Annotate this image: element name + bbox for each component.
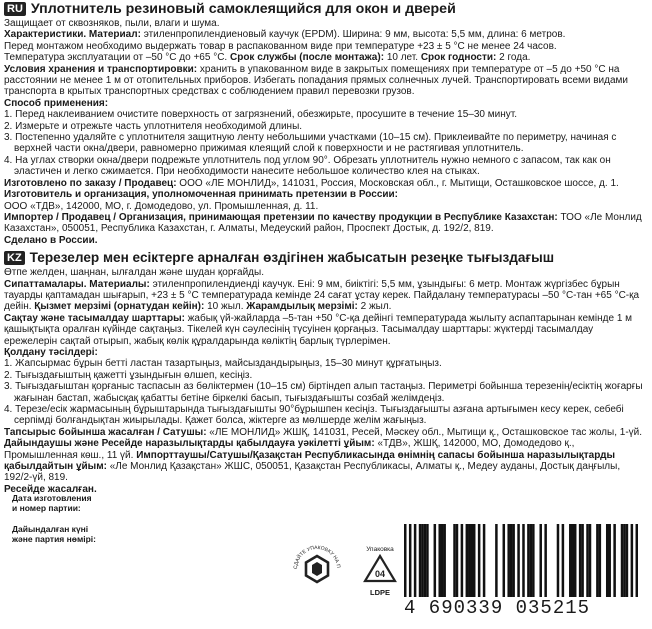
barcode-bar xyxy=(478,524,481,597)
ru-info-line: Сделано в России. xyxy=(4,234,98,246)
barcode-bar xyxy=(571,524,574,597)
barcode-bar xyxy=(579,524,582,597)
production-date-label-kz: Дайындалған күні және партия нөмірі: xyxy=(12,524,96,544)
ru-text-line: Способ применения: xyxy=(4,97,109,109)
packaging-code: 04 xyxy=(374,569,386,579)
ru-step-2: 2. Измерьте и отрежьте часть уплотнителя необходимой длины. xyxy=(4,120,303,132)
barcode-bar xyxy=(586,524,589,597)
barcode-bar xyxy=(596,524,599,597)
barcode-bar xyxy=(623,524,626,597)
barcode-bar xyxy=(574,524,577,597)
barcode-bar xyxy=(503,524,506,597)
barcode-bar xyxy=(532,524,535,597)
barcode-bar xyxy=(512,524,515,597)
recycling-triangle-icon xyxy=(363,554,397,584)
barcode-bar xyxy=(456,524,459,597)
packaging-label: Упаковка xyxy=(366,546,394,553)
barcode-bar xyxy=(471,524,474,597)
kz-info-line: Ресейде жасалған. xyxy=(4,483,97,495)
recycle-icon xyxy=(288,540,346,598)
kz-step-3: 3. Тығыздағыштан қорғаныс таспасын аз бөліктермен (10–15 см) біртіндеп алып тастаңыз. Периметрі бойынша терезенің/есіктің жоғарғы жағынан бастап, жабысқақ қабатты бетіне біркелкі басып, тығыздағышты созбай желімдеңіз. xyxy=(4,381,643,404)
kz-text-line: Өтпе желден, шаңнан, ылғалдан және шудан қорғайды. xyxy=(4,267,264,279)
kz-text-line: Сақтау және тасымалдау шарттары: жабық үй-жайларда –5-тан +50 °С-қа дейінгі температурада жылыту аспаптарынан кемінде 1 м қашықтықта оралған күйінде сақтаңыз. Тікелей күн сәулесінің түсуінен қорғаңыз. Тасымалдау шарттары: жүктерді тасымалдау ережелерін сақтай отырып, жабық көлік құралдарында көліктің барлық түрлерімен. xyxy=(4,312,633,347)
kz-step-1: 1. Жапсырмас бұрын бетті ластан тазартыңыз, майсыздандырыңыз, 15–30 минут құрғатыңыз. xyxy=(4,358,442,370)
kz-info-line: Тапсырыс бойынша жасалған / Сатушы: «ЛЕ МОНЛИД» ЖШҚ, 141031, Ресей, Мәскеу обл., Мытищи қ., Осташковское тас жолы, 1-үй. Дайындаушы және Ресейде наразылықтарды қабылдауға уәкілетті ұйым: «ТДВ», ЖШҚ, 142000, МО, Домодедово қ., Промышленная көш., 11 үй. Импорттаушы/Сатушы/Қазақстан Республикасында өнімнің сапасы бойынша наразылықтарды қабылдайтын ұйым: «Ле Монлид Қазақстан» ЖШС, 050051, Қазақстан Республикасы, Алматы қ., Медеу ауданы, Достық даңғылы, 192/2-үй, 819. xyxy=(4,426,643,484)
ru-text-line: Условия хранения и транспортировки: хранить в упакованном виде в закрытых помещениях при температуре от –5 до +50 °С на расстоянии не менее 1 м от отопительных приборов. Избегать попадания прямых солнечных лучей. Транспортировать всеми видами транспорта в крытых транспортных средствах с соблюдением правил перевозки грузов. xyxy=(4,63,629,98)
barcode-bar xyxy=(461,524,464,597)
barcode-bar xyxy=(438,524,441,597)
ru-text-line: Перед монтажом необходимо выдержать товар в распакованном виде при температуре +23 ± 5 °С не менее 24 часов. xyxy=(4,40,557,52)
barcode-bar xyxy=(544,524,547,597)
barcode-bar xyxy=(613,524,616,597)
barcode-bar xyxy=(608,524,611,597)
barcode-bar xyxy=(453,524,456,597)
ru-text-line: Температура эксплуатации от –50 °С до +65 °С. Срок службы (после монтажа): 10 лет. Срок годности: 2 года. xyxy=(4,52,531,64)
barcode-bar xyxy=(530,524,533,597)
barcode-bar xyxy=(421,524,424,597)
ru-title: Уплотнитель резиновый самоклеящийся для окон и дверей xyxy=(30,1,456,17)
ru-text-line: Характеристики. Материал: этиленпропилендиеновый каучук (EPDM). Ширина: 9 мм, высота: 5,5 мм, длина: 6 метров. xyxy=(4,29,566,41)
ru-step-1: 1. Перед наклеиванием очистите поверхность от загрязнений, обезжирьте, просушите в течение 15–30 минут. xyxy=(4,109,517,121)
ru-step-4: 4. На углах створки окна/двери подрежьте уплотнитель под углом 90°. Обрезать уплотнитель нужно немного с запасом, так как он эластичен и легко сжимается. При необходимости нанесите небольшое количество клея на стыках. xyxy=(4,154,611,178)
barcode-bar xyxy=(557,524,560,597)
barcode-bar xyxy=(466,524,469,597)
barcode-bar xyxy=(419,524,422,597)
barcode-bar xyxy=(483,524,486,597)
barcode-bar xyxy=(539,524,542,597)
bottom-section xyxy=(0,488,652,629)
kz-step-4: 4. Терезе/есік жармасының бұрыштарында тығыздағышты 90°бұрышпен кесіңіз. Тығыздағышты азғана артығымен кесу керек, себебі серпімді болғандықтан жиырылады. Қажет болса, жіктерге аз мөлшерде желім жағыңыз. xyxy=(4,404,624,427)
kz-step-2: 2. Тығыздағыштың қажетті ұзындығын өлшеп, кесіңіз. xyxy=(4,369,253,381)
barcode-bar xyxy=(621,524,624,597)
kz-text-line: Қолдану тәсілдері: xyxy=(4,346,98,358)
barcode-bar xyxy=(589,524,592,597)
kz-badge: KZ xyxy=(4,251,25,265)
barcode-bar xyxy=(424,524,427,597)
barcode-bar xyxy=(606,524,609,597)
kz-text-line: Сипаттамалары. Материалы: этиленпропилендиенді каучук. Ені: 9 мм, биіктігі: 5,5 мм, ұзындығы: 6 метр. Монтаж жүргізбес бұрын тауарды қаптамадан шығарып, +23 ± 5 °С температурада кемінде 24 сағат ұстау керек. Пайдалану температурасы –50 °С-тан +65 °С-қа дейін. Қызмет мерзімі (орнатудан кейін): 10 жыл. Жарамдылық мерзімі: 2 жыл. xyxy=(4,278,640,313)
packaging-material: LDPE xyxy=(369,588,390,597)
ru-info-line: Импортер / Продавец / Организация, принимающая претензии по качеству продукции в Республике Казахстан: ТОО «Ле Монлид Казахстан», 050051, Республика Казахстан, г. Алматы, Медеуский район, Проспект Достык, д. 192/2, 819. xyxy=(4,211,642,235)
ru-badge: RU xyxy=(4,2,26,16)
barcode-bar xyxy=(527,524,530,597)
ru-info-line: ООО «ТДВ», 142000, МО, г. Домодедово, ул. Промышленная, д. 11. xyxy=(4,200,319,212)
packaging-mark xyxy=(350,546,410,597)
barcode-bar xyxy=(495,524,498,597)
barcode-bar xyxy=(599,524,602,597)
barcode-bar xyxy=(434,524,437,597)
barcode-bar xyxy=(569,524,572,597)
production-date-label-ru: Дата изготовления и номер партии: xyxy=(12,493,92,513)
barcode-bar xyxy=(473,524,476,597)
barcode-bar xyxy=(510,524,513,597)
barcode-bar xyxy=(441,524,444,597)
ru-body xyxy=(4,18,648,246)
kz-body xyxy=(4,267,648,495)
barcode-bar xyxy=(414,524,417,597)
ru-header xyxy=(4,1,648,17)
barcode-bar xyxy=(626,524,629,597)
recycle-text: СДАЙТЕ УПАКОВКУ НА П xyxy=(292,544,342,570)
barcode-bar xyxy=(426,524,429,597)
barcode-bar xyxy=(443,524,446,597)
barcode-bar xyxy=(581,524,584,597)
ru-text-line: Защищает от сквозняков, пыли, влаги и шума. xyxy=(4,18,220,29)
label-content xyxy=(4,1,648,495)
ru-step-3: 3. Постепенно удаляйте с уплотнителя защитную ленту небольшими участками (10–15 см). Приклеивайте по периметру, начиная с верхней части окна/двери, равномерно прижимая клеящий слой к поверхности и не растягивая уплотнитель. xyxy=(4,132,617,155)
kz-title: Терезелер мен есіктерге арналған өздігінен жабысатын резеңке тығыздағыш xyxy=(29,250,555,266)
ru-info-line: Изготовлено по заказу / Продавец: ООО «ЛЕ МОНЛИД», 141031, Россия, Московская обл., г. Мытищи, Осташковское шоссе, д. 1. xyxy=(4,177,619,189)
barcode-bar xyxy=(562,524,565,597)
barcode-bar xyxy=(468,524,471,597)
ru-info-line: Изготовитель и организация, уполномоченная принимать претензии в России: xyxy=(4,189,399,201)
barcode-bar xyxy=(507,524,510,597)
barcode-digits: 4 690339 035215 xyxy=(404,597,638,619)
kz-header xyxy=(4,250,648,266)
